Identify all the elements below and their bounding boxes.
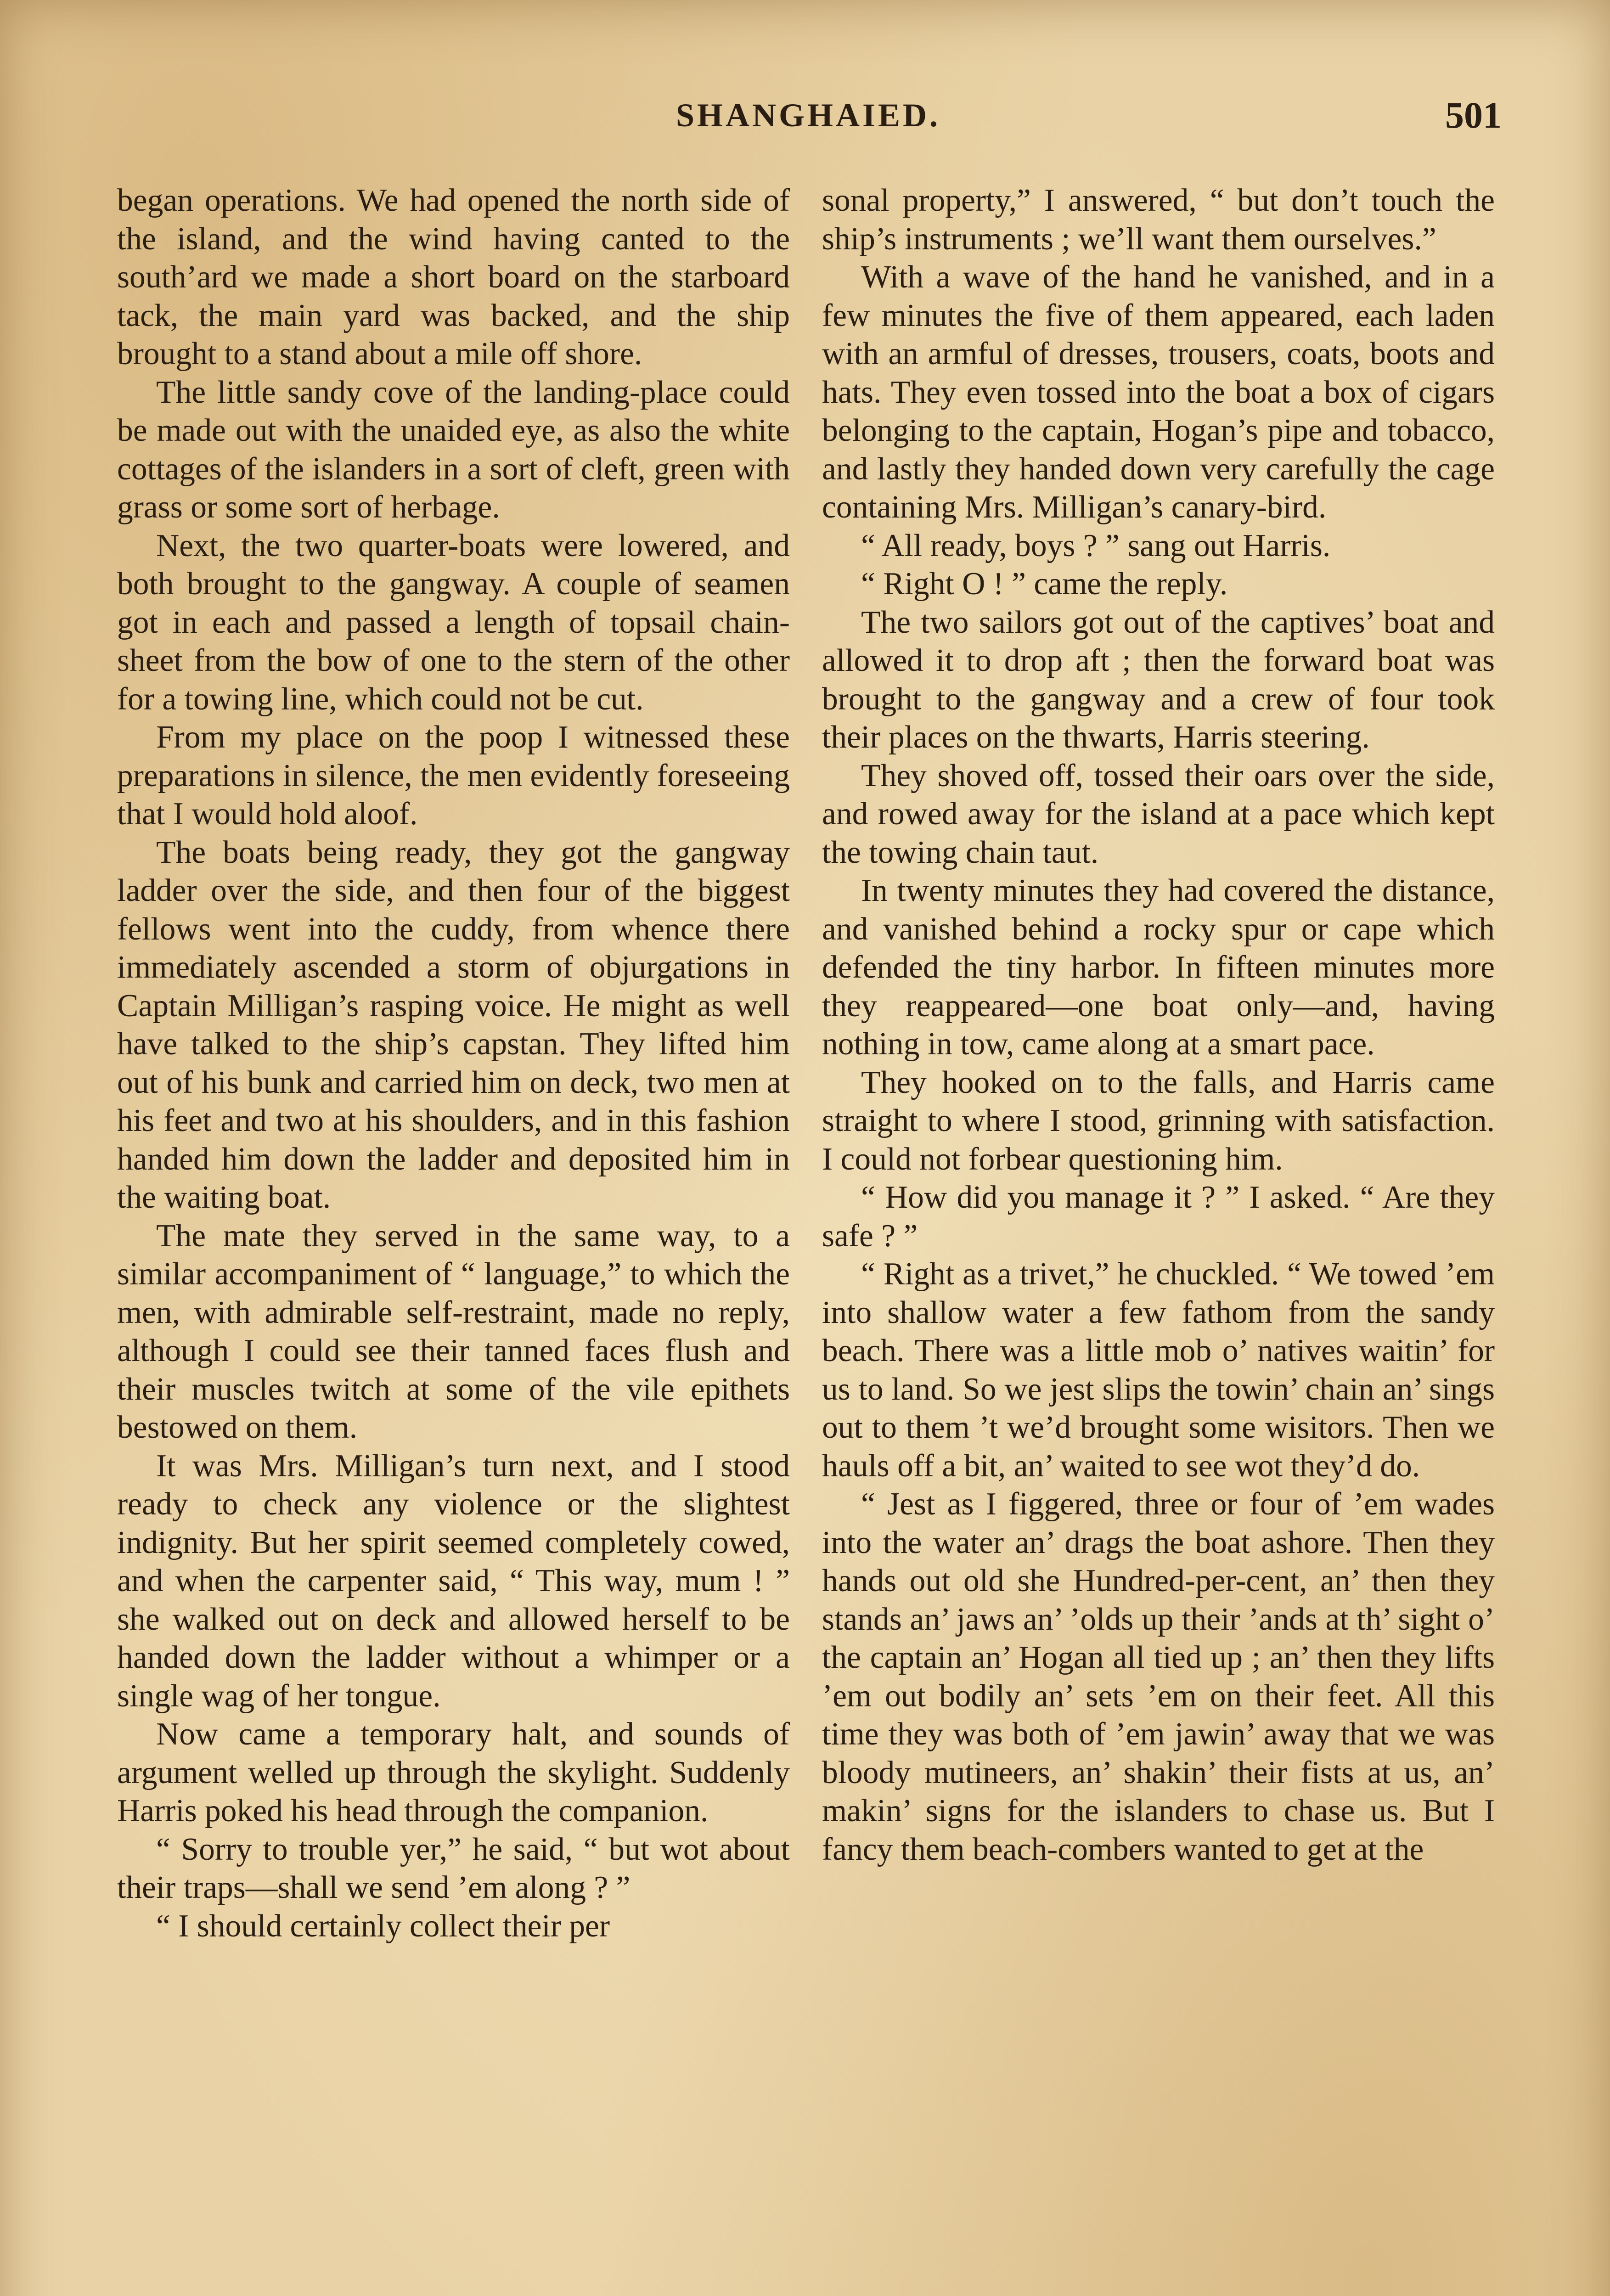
paragraph: began operations. We had opened the north side of the island, and the wind having canted to the south’ard we made a short board on the starboard tack, the main yard was backed, and the ship brought to a stand about a mile off shore. (117, 183, 790, 371)
paragraph: Now came a temporary halt, and sounds of argument welled up through the skylight. Suddenly Harris poked his head through the companion. (117, 1716, 790, 1829)
paragraph: In twenty minutes they had covered the distance, and vanished behind a rocky spur or cape which defended the tiny harbor. In fifteen minutes more they reappeared—one boat only—and, having nothing in tow, came along at a smart pace. (822, 873, 1495, 1062)
paragraph: The little sandy cove of the landing-place could be made out with the unaided eye, as also the white cottages of the islanders in a sort of cleft, green with grass or some sort of herbage. (117, 374, 790, 525)
paragraph: They shoved off, tossed their oars over the side, and rowed away for the island at a pace which kept the towing chain taut. (822, 758, 1495, 870)
running-title: SHANGHAIED. (676, 97, 941, 134)
paragraph: Next, the two quarter-boats were lowered, and both brought to the gangway. A couple of seamen got in each and passed a length of topsail chain-sheet from the bow of one to the stern of the other for a towing line, which could not be cut. (117, 528, 790, 717)
paragraph: sonal property,” I answered, “ but don’t touch the ship’s instruments ; we’ll want them ourselves.” (822, 183, 1495, 257)
paragraph: “ I should certainly collect their per (156, 1908, 610, 1944)
paragraph: With a wave of the hand he vanished, and in a few minutes the five of them appeared, each laden with an armful of dresses, trousers, coats, boots and hats. They even tossed into the boat a box of cigars belonging to the captain, Hogan’s pipe and tobacco, and lastly they handed down very carefully the cage containing Mrs. Milligan’s canary-bird. (822, 259, 1495, 525)
paragraph: The two sailors got out of the captives’ boat and allowed it to drop aft ; then the forward boat was brought to the gangway and a crew of four took their places on the thwarts, Harris steering. (822, 604, 1495, 755)
paragraph: They hooked on to the falls, and Harris came straight to where I stood, grinning with satisfaction. I could not forbear questioning him. (822, 1064, 1495, 1177)
paragraph: The boats being ready, they got the gangway ladder over the side, and then four of the biggest fellows went into the cuddy, from whence there immediately ascended a storm of objurgations in Captain Milligan’s rasping voice. He might as well have talked to the ship’s capstan. They lifted him out of his bunk and carried him on deck, two men at his feet and two at his shoulders, and in this fashion handed him down the ladder and deposited him in the waiting boat. (117, 834, 790, 1215)
paragraph: “ Right as a trivet,” he chuckled. “ We towed ’em into shallow water a few fathom from the sandy beach. There was a little mob o’ natives waitin’ for us to land. So we jest slips the towin’ chain an’ sings out to them ’t we’d brought some wisitors. Then we hauls off a bit, an’ waited to see wot they’d do. (822, 1256, 1495, 1484)
right-text-column (822, 181, 1495, 2296)
page-header (115, 96, 1502, 147)
paragraph: “ Jest as I figgered, three or four of ’em wades into the water an’ drags the boat ashore. Then they hands out old she Hundred-per-cent, an’ then they stands an’ jaws an’ ’olds up their ’ands at th’ sight o’ the captain an’ Hogan all tied up ; an’ then they lifts ’em out bodily an’ sets ’em on their feet. All this time they was both of ’em jawin’ away that we was bloody mutineers, an’ shakin’ their fists at us, an’ makin’ signs for the islanders to chase us. But I fancy them beach-combers wanted to get at the (822, 1486, 1495, 1867)
page-number: 501 (1445, 94, 1502, 136)
paragraph: It was Mrs. Milligan’s turn next, and I stood ready to check any violence or the slightest indignity. But her spirit seemed completely cowed, and when the carpenter said, “ This way, mum ! ” she walked out on deck and allowed herself to be handed down the ladder without a whimper or a single wag of her tongue. (117, 1448, 790, 1714)
paragraph: “ Sorry to trouble yer,” he said, “ but wot about their traps—shall we send ’em along ? ” (117, 1831, 790, 1905)
paragraph: “ All ready, boys ? ” sang out Harris. (861, 528, 1331, 563)
paragraph: From my place on the poop I witnessed these preparations in silence, the men evidently foreseeing that I would hold aloof. (117, 720, 790, 832)
paragraph: “ Right O ! ” came the reply. (861, 566, 1228, 602)
paragraph: The mate they served in the same way, to a similar accompaniment of “ language,” to which the men, with admirable self-restraint, made no reply, although I could see their tanned faces flush and their muscles twitch at some of the vile epithets bestowed on them. (117, 1218, 790, 1445)
left-text-column (117, 181, 790, 2296)
paragraph: “ How did you manage it ? ” I asked. “ Are they safe ? ” (822, 1180, 1495, 1254)
